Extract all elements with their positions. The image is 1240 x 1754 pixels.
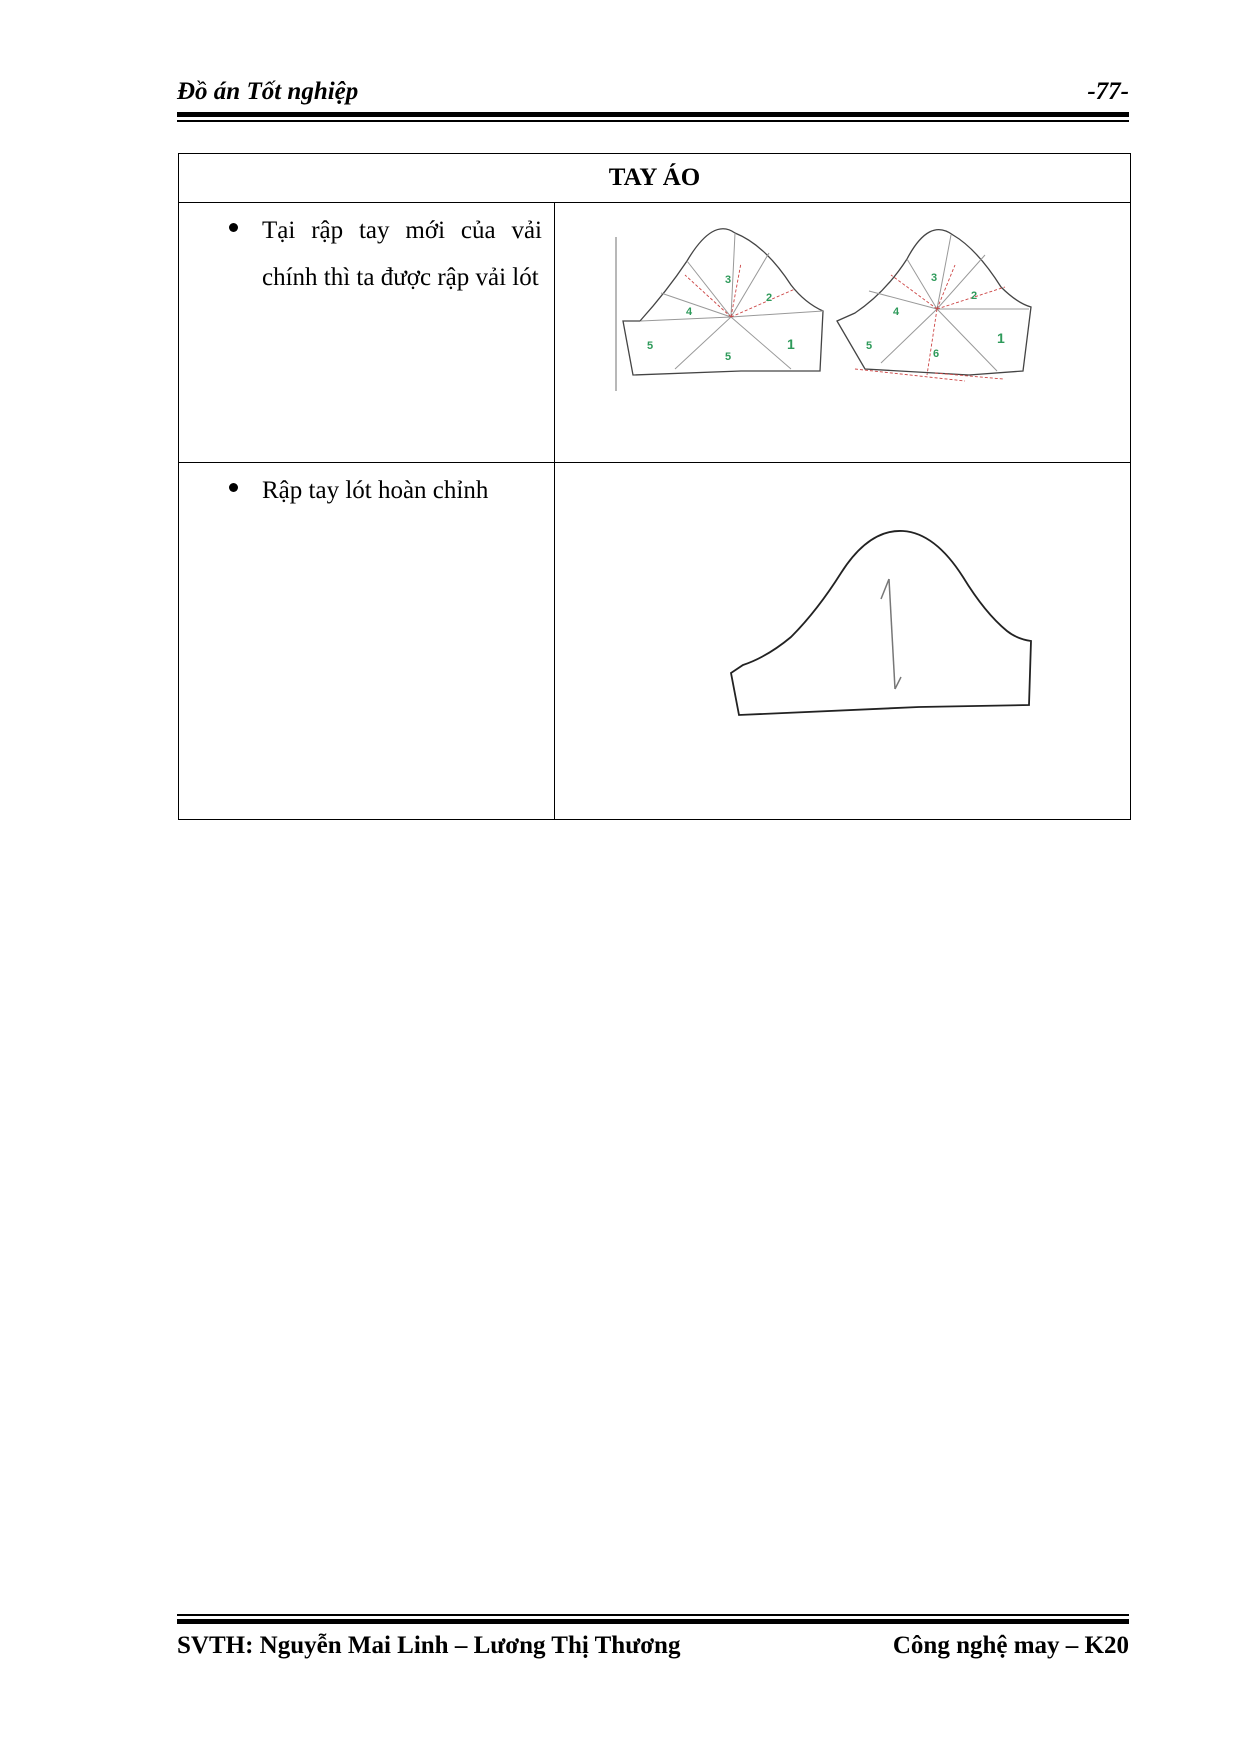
sleeve-pattern-pieces-figure — [555, 203, 1131, 457]
table-heading: TAY ÁO — [179, 154, 1131, 203]
page-footer — [177, 1614, 1129, 1674]
lining-sleeve-outline — [731, 531, 1031, 715]
right-sleeve-piece — [837, 230, 1031, 381]
footer-rule-thin — [177, 1614, 1129, 1616]
document-title: Đồ án Tốt nghiệp — [177, 78, 359, 105]
step-figure-cell — [555, 463, 1131, 820]
piece-label: 5 — [647, 340, 654, 352]
major-class: Công nghệ may – K20 — [892, 1632, 1129, 1659]
left-sleeve-piece — [623, 229, 823, 375]
piece-label: 4 — [893, 306, 900, 318]
piece-label: 2 — [971, 290, 978, 302]
step-figure-cell — [555, 203, 1131, 463]
piece-label: 2 — [766, 292, 773, 304]
piece-label: 3 — [931, 272, 938, 284]
bullet-icon — [229, 223, 238, 232]
piece-label: 3 — [725, 274, 732, 286]
page-header — [177, 74, 1129, 122]
piece-label: 1 — [997, 330, 1005, 346]
grainline — [889, 579, 895, 689]
student-names: SVTH: Nguyễn Mai Linh – Lương Thị Thương — [177, 1632, 681, 1659]
piece-label: 5 — [725, 351, 732, 363]
piece-label: 6 — [933, 348, 940, 360]
step-description: Tại rập tay mới của vải chính thì ta được rập vải lót — [262, 217, 542, 291]
footer-rule-thick — [177, 1619, 1129, 1624]
header-rule-thick — [177, 112, 1129, 117]
step-text-cell — [179, 203, 555, 463]
step-text-cell — [179, 463, 555, 820]
finished-lining-sleeve-figure — [555, 463, 1131, 814]
table-row — [179, 463, 1131, 820]
piece-label: 4 — [686, 306, 693, 318]
piece-label: 5 — [866, 340, 873, 352]
header-rule-thin — [177, 120, 1129, 122]
sleeve-pattern-table — [178, 153, 1131, 820]
piece-label: 1 — [787, 336, 795, 352]
page-number: -77- — [1087, 78, 1129, 105]
bullet-icon — [229, 483, 238, 492]
step-description: Rập tay lót hoàn chỉnh — [262, 477, 489, 504]
table-row — [179, 203, 1131, 463]
